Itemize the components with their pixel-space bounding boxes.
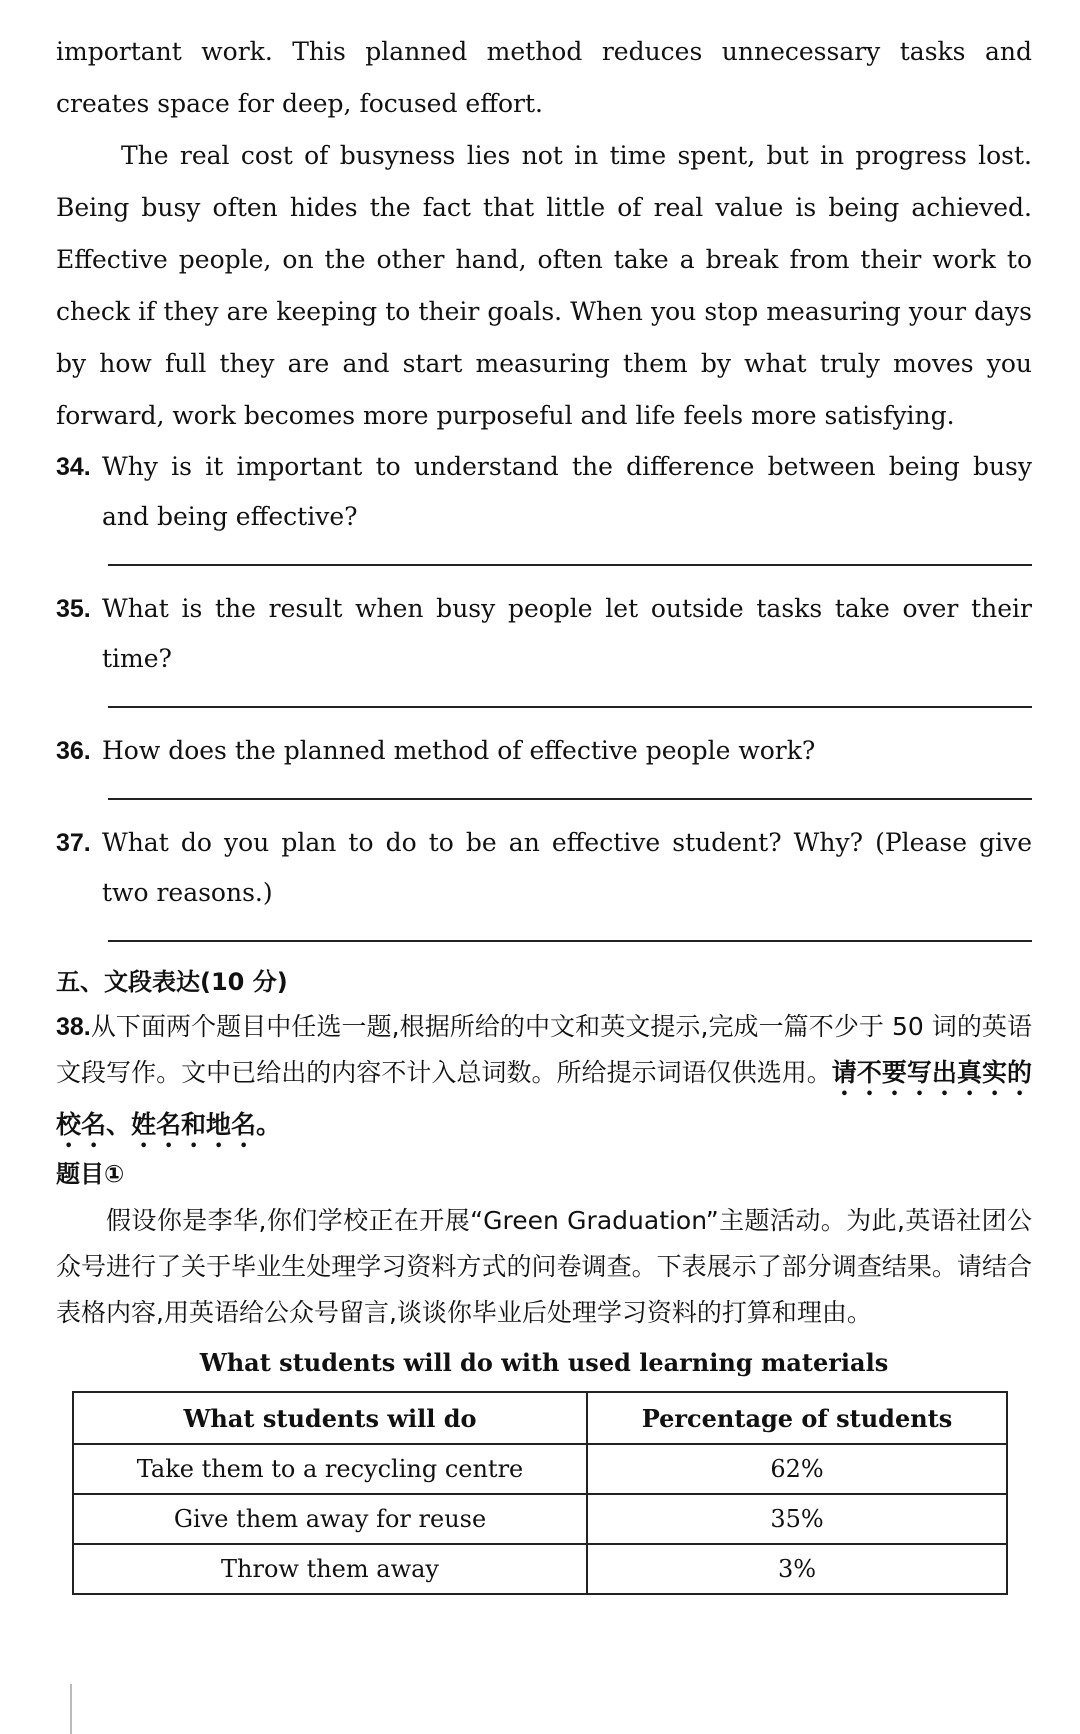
passage-paragraph-cost-of-busyness: The real cost of busyness lies not in time spent, but in progress lost. Being busy often hides the fact that little of real value is being achieved. Effective people, on the other hand, often take a break from their work to check if they are keeping to their goals. When you stop measuring your days by how full they are and start measuring them by what truly moves you forward, work becomes more purposeful and life feels more satisfying. [56,141,1032,430]
table-row [73,1544,1007,1594]
question-34 [56,442,1032,566]
emphasis-note: 请不要写出真实的校名、姓名和地名。 [56,1058,1032,1139]
question-38-instructions [56,1004,1032,1154]
question-number: 34. [56,453,91,481]
table-cell-percentage: 62% [587,1444,1007,1494]
question-38-text: 从下面两个题目中任选一题,根据所给的中文和英文提示,完成一篇不少于 50 词的英语文段写作。文中已给出的内容不计入总词数。所给提示词语仅供选用。 [56,1012,1032,1087]
column-header-what: What students will do [73,1392,587,1444]
table-caption: What students will do with used learning materials [199,1348,889,1377]
page-margin-rule [70,1684,72,1734]
question-number: 35. [56,595,91,623]
question-text: What is the result when busy people let outside tasks take over their time? [102,594,1032,673]
table-cell-percentage: 3% [587,1544,1007,1594]
answer-line[interactable] [108,940,1032,942]
question-35 [56,584,1032,708]
topic-description: 假设你是李华,你们学校正在开展“Green Graduation”主题活动。为此,英语社团公众号进行了关于毕业生处理学习资料方式的问卷调查。下表展示了部分调查结果。请结合表格内容,用英语给公众号留言,谈谈你毕业后处理学习资料的打算和理由。 [56,1206,1032,1327]
table-cell-percentage: 35% [587,1494,1007,1544]
column-header-percentage: Percentage of students [587,1392,1007,1444]
topic-label: 题目① [56,1160,125,1188]
answer-line[interactable] [108,798,1032,800]
table-row [73,1494,1007,1544]
question-36 [56,726,1032,800]
question-text: How does the planned method of effective people work? [102,736,816,765]
table-cell-activity: Give them away for reuse [73,1494,587,1544]
passage-paragraph-tail: important work. This planned method reduces unnecessary tasks and creates space for deep, focused effort. [56,37,1032,118]
answer-line[interactable] [108,706,1032,708]
question-37 [56,818,1032,942]
question-number: 38. [56,1013,91,1041]
question-number: 36. [56,737,91,765]
table-cell-activity: Throw them away [73,1544,587,1594]
survey-table [72,1391,1008,1595]
question-text: What do you plan to do to be an effective student? Why? (Please give two reasons.) [102,828,1032,907]
question-text: Why is it important to understand the difference between being busy and being effective? [102,452,1032,531]
table-cell-activity: Take them to a recycling centre [73,1444,587,1494]
section-title: 五、文段表达(10 分) [56,968,288,996]
question-number: 37. [56,829,91,857]
answer-line[interactable] [108,564,1032,566]
table-row [73,1444,1007,1494]
table-header-row [73,1392,1007,1444]
